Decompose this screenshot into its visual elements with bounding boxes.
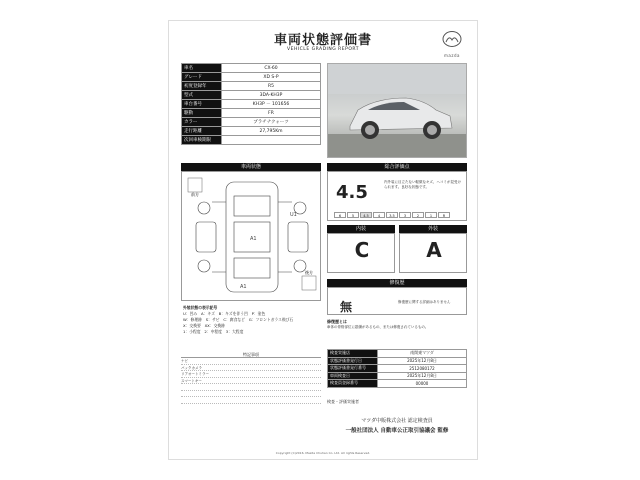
grade-scale-step: 4 [373,212,385,218]
cert-label: 状態評価書発行番号 [328,365,378,373]
vehicle-condition-diagram [181,171,321,301]
brand-wordmark: mazda [444,53,460,58]
grade-description: 内外装に目立たない軽微なキズ、ヘコミが見受けられます。良好な状態です。 [384,180,462,189]
legend-line: W：修理跡 S：サビ C：腐食など G：フロントガラス飛び石 [183,317,294,322]
spec-value: R5 [222,82,321,91]
spec-value: CX-60 [222,64,321,73]
cert-label: 状態評価書発行日 [328,357,378,365]
grade-scale-step: 3 [399,212,411,218]
cert-value: 2512080172 [378,365,467,373]
cert-row [328,357,467,365]
rear-label: 後方 [305,270,313,275]
spec-value: FR [222,109,321,118]
cert-value: 南関東マツダ [378,350,467,358]
interior-heading: 内装 [327,225,395,233]
spec-label: 次回車検期限 [182,136,222,145]
spec-value [222,136,321,145]
spec-row [182,73,321,82]
repair-definition [327,319,467,330]
legend-line: U：凹み A：キズ B：キズを伴う凹 P：塗色 [183,311,266,316]
remark-item: ナビ [181,358,321,365]
condition-heading: 車両状態 [181,163,321,171]
grade-scale-step: 1 [425,212,437,218]
grade-scale-step: 3.5 [386,212,398,218]
spec-value: KH3P － 101656 [222,100,321,109]
grade-scale-step: 6 [334,212,346,218]
spec-row [182,100,321,109]
mazda-logo [437,29,467,58]
grade-scale-step: 2 [412,212,424,218]
association-name: 一般社団法人 自動車公正取引協議会 監修 [345,428,449,434]
exterior-grade-box [399,233,467,273]
remark-item [181,397,321,404]
repair-history-note: 修復歴に関する詳細はありません [398,300,451,304]
front-label: 前方 [191,192,199,197]
repair-history-box [327,287,467,315]
exterior-heading: 外装 [399,225,467,233]
spec-label: 車名 [182,64,222,73]
grade-scale-step: 5 [347,212,359,218]
certification-table [327,349,467,388]
repair-definition-text: 車体の骨格部位に損傷があるもの、または修復されているもの。 [327,325,429,329]
repair-definition-heading: 修復歴とは [327,319,347,324]
report-title: 車両状態評価書 [273,33,372,48]
exterior-grade: A [426,238,442,262]
remark-item: バックカメラ [181,365,321,372]
vehicle-spec-table [181,63,321,145]
spec-value: 3DA-KH3P [222,91,321,100]
svg-text:A1: A1 [240,284,247,290]
copyright-text: Copyright (C)2016. Mazda Chuhan Co. Ltd. All rights Reserved. [275,451,371,455]
cert-row [328,372,467,380]
spec-value: 27,795Km [222,127,321,136]
spec-row [182,127,321,136]
spec-value: XD S-P [222,73,321,82]
spec-label: グレード [182,73,222,82]
legend-line: 1：小程度 2：中程度 3：大程度 [183,329,244,334]
spec-label: 駆動 [182,109,222,118]
remark-item: リアオートミラー [181,371,321,378]
spec-label: カラー [182,118,222,127]
grade-scale [334,212,450,218]
cert-value: 2025年12月8日 [378,372,467,380]
vehicle-photo [327,63,467,158]
svg-text:A1: A1 [250,236,257,242]
grading-report-sheet [168,20,478,460]
overall-grade-heading: 総合評価点 [327,163,467,171]
cert-value: 2025年12月8日 [378,357,467,365]
overall-grade-box [327,171,467,221]
inspector-heading: 検査・評価実施者 [327,399,359,404]
spec-row [182,109,321,118]
svg-text:U1: U1 [290,212,297,218]
remarks-heading: 特記事項 [181,351,321,358]
interior-grade-box [327,233,395,273]
spec-label: 車台番号 [182,100,222,109]
spec-label: 走行距離 [182,127,222,136]
repair-history-value: 無 [340,300,353,314]
spec-row [182,136,321,145]
mazda-emblem-icon [442,29,462,49]
grade-scale-step: 4.5 [360,212,372,218]
cert-row [328,350,467,358]
spec-value: プラチナクォーツ [222,118,321,127]
cert-label: 車両検査日 [328,372,378,380]
spec-row [182,91,321,100]
cert-row [328,365,467,373]
spec-label: 型式 [182,91,222,100]
grade-scale-step: R [438,212,450,218]
spec-row [182,82,321,91]
spec-row [182,118,321,127]
legend-heading: 外装状態の表示記号 [183,305,218,310]
report-subtitle: VEHICLE GRADING REPORT [287,47,359,52]
cert-row [328,380,467,388]
legend-line: X：交換要 XX：交換跡 [183,323,225,328]
legend [181,303,321,337]
spec-row [182,64,321,73]
interior-grade: C [354,238,370,262]
spec-label: 初度登録年 [182,82,222,91]
overall-score: 4.5 [336,182,368,203]
cert-label: 検査実施店 [328,350,378,358]
company-name: マツダ中販株式会社 認定検査員 [361,418,433,424]
remark-item: スマートキー [181,378,321,385]
remarks-box [181,351,321,404]
cert-value: 00000 [378,380,467,388]
repair-history-heading: 修復歴 [327,279,467,287]
cert-label: 検査員登録番号 [328,380,378,388]
